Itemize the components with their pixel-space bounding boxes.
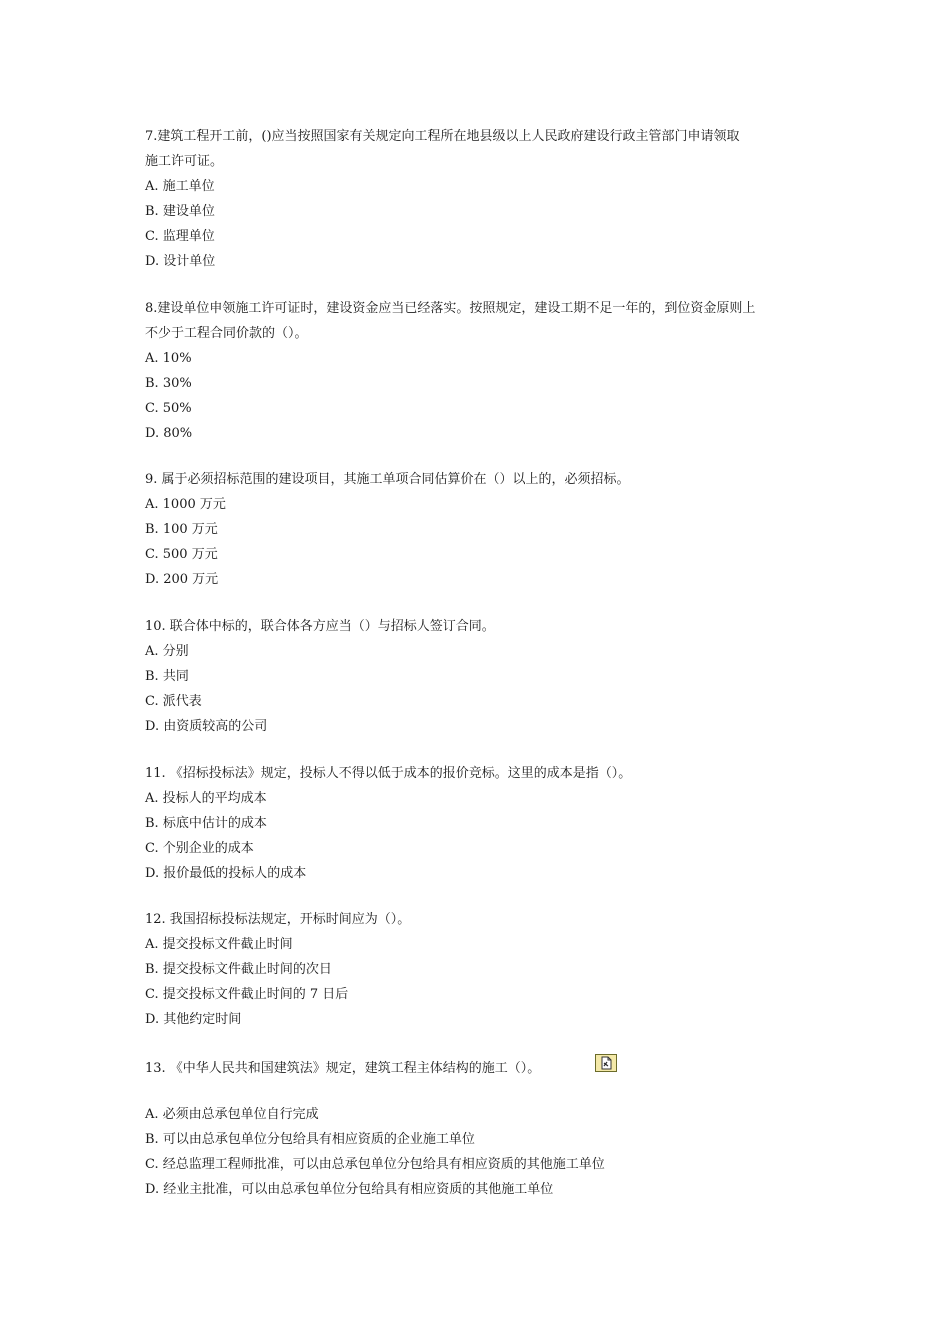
option-b: B. 共同	[145, 669, 189, 684]
option-a: A. 1000 万元	[145, 497, 226, 512]
option-a: A. 施工单位	[145, 179, 215, 194]
option-c: C. 个别企业的成本	[145, 841, 254, 856]
option-d: D. 报价最低的投标人的成本	[145, 866, 307, 881]
option-a: A. 10%	[145, 351, 192, 366]
question-stem-line: 7.建筑工程开工前，()应当按照国家有关规定向工程所在地县级以上人民政府建设行政主管部门申请领取	[145, 129, 740, 144]
option-b: B. 提交投标文件截止时间的次日	[145, 962, 332, 977]
option-c: C. 派代表	[145, 694, 202, 709]
question-12	[145, 907, 825, 1032]
question-stem-line: 不少于工程合同价款的（）。	[145, 326, 308, 341]
option-a: A. 必须由总承包单位自行完成	[145, 1107, 319, 1122]
option-d: D. 由资质较高的公司	[145, 719, 268, 734]
question-11	[145, 761, 825, 886]
option-d: D. 200 万元	[145, 572, 219, 587]
question-stem-line: 11. 《招标投标法》规定，投标人不得以低于成本的报价竞标。这里的成本是指（）。	[145, 766, 632, 781]
embedded-document-icon[interactable]	[595, 1054, 617, 1072]
question-8	[145, 296, 825, 446]
option-c: C. 500 万元	[145, 547, 218, 562]
question-13	[145, 1054, 825, 1202]
question-stem-line: 施工许可证。	[145, 154, 224, 169]
option-d: D. 80%	[145, 426, 193, 441]
question-7	[145, 124, 825, 274]
option-c: C. 提交投标文件截止时间的 7 日后	[145, 987, 349, 1002]
question-stem-line: 10. 联合体中标的，联合体各方应当（）与招标人签订合同。	[145, 619, 495, 634]
option-c: C. 监理单位	[145, 229, 215, 244]
option-b: B. 标底中估计的成本	[145, 816, 267, 831]
option-a: A. 投标人的平均成本	[145, 791, 267, 806]
question-stem-line: 9. 属于必须招标范围的建设项目，其施工单项合同估算价在（）以上的，必须招标。	[145, 472, 630, 487]
option-d: D. 其他约定时间	[145, 1012, 242, 1027]
option-a: A. 提交投标文件截止时间	[145, 937, 293, 952]
question-stem-line: 8.建设单位申领施工许可证时，建设资金应当已经落实。按照规定，建设工期不足一年的，到位资金原则上	[145, 301, 756, 316]
question-stem-line: 12. 我国招标投标法规定，开标时间应为（）。	[145, 912, 411, 927]
question-9	[145, 467, 825, 592]
option-d: D. 设计单位	[145, 254, 216, 269]
question-10	[145, 614, 825, 739]
option-b: B. 30%	[145, 376, 192, 391]
option-c: C. 50%	[145, 401, 192, 416]
option-c: C. 经总监理工程师批准，可以由总承包单位分包给具有相应资质的其他施工单位	[145, 1157, 605, 1172]
option-b: B. 100 万元	[145, 522, 218, 537]
option-b: B. 可以由总承包单位分包给具有相应资质的企业施工单位	[145, 1132, 475, 1147]
option-b: B. 建设单位	[145, 204, 215, 219]
question-stem-line: 13. 《中华人民共和国建筑法》规定，建筑工程主体结构的施工（）。	[145, 1061, 541, 1076]
option-a: A. 分别	[145, 644, 189, 659]
option-d: D. 经业主批准，可以由总承包单位分包给具有相应资质的其他施工单位	[145, 1182, 554, 1197]
question-stem-row	[145, 1054, 825, 1102]
